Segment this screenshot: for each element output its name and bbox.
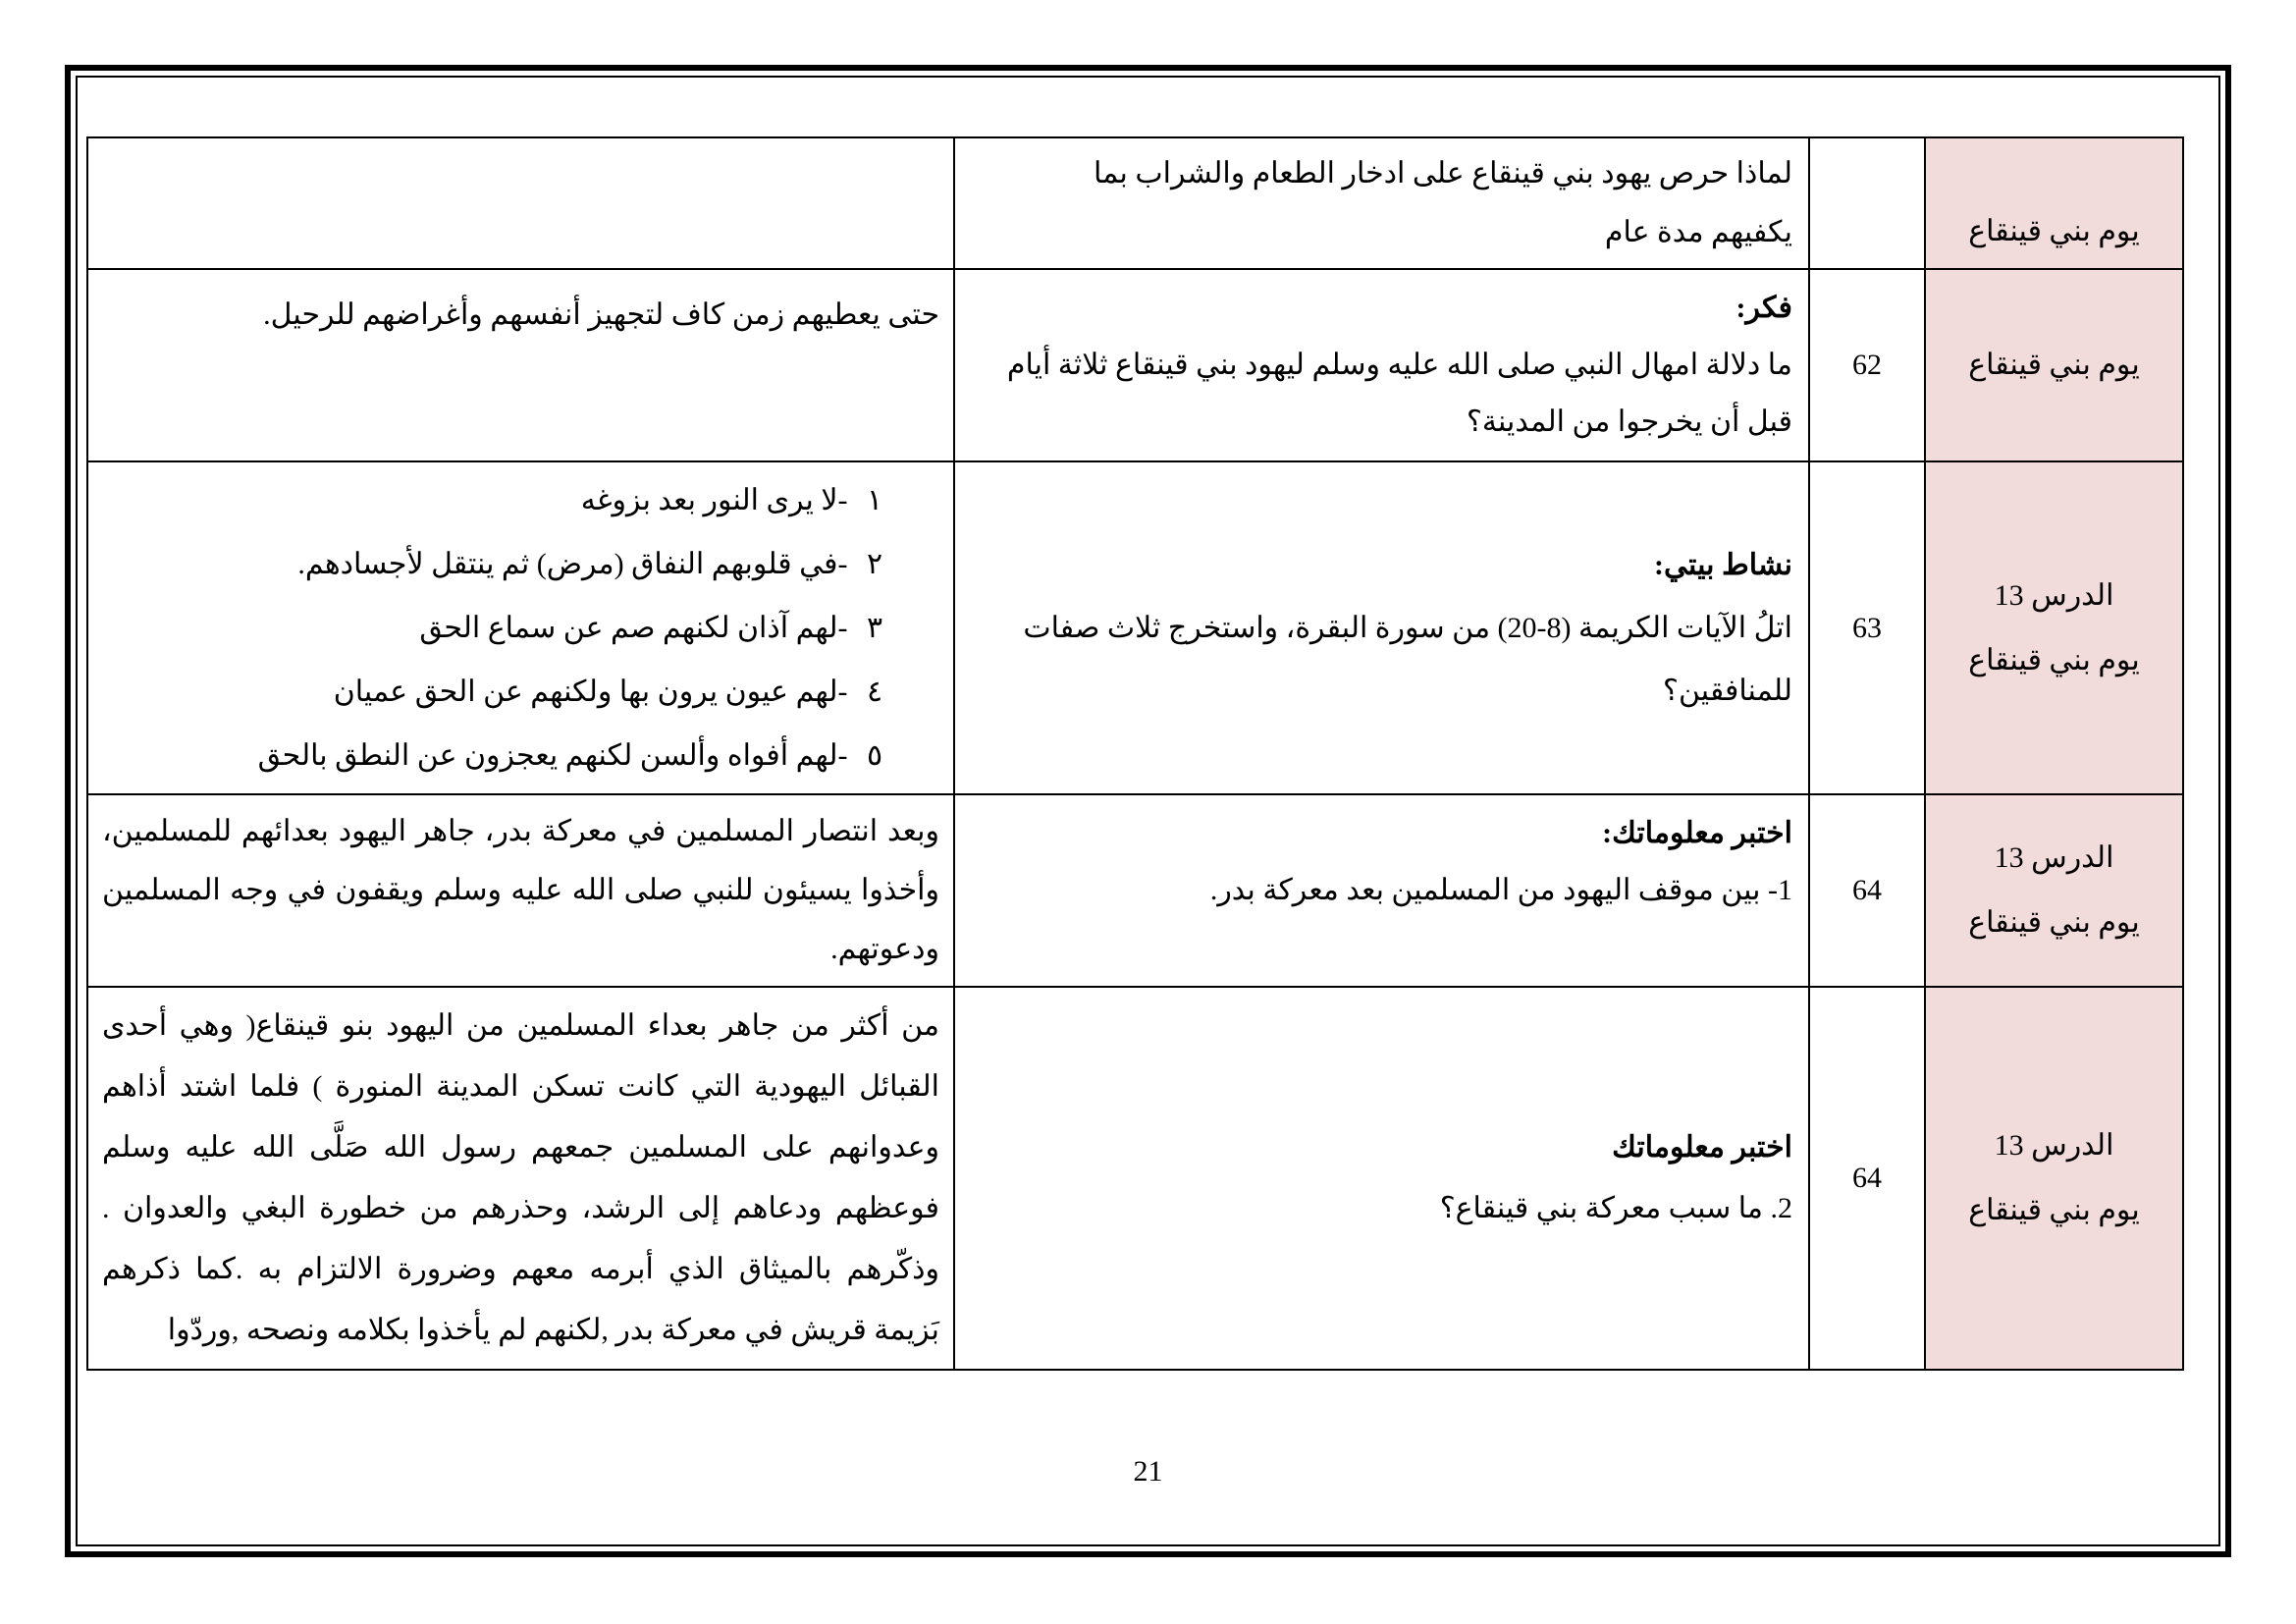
question-line: ما دلالة امهال النبي صلى الله عليه وسلم ليهود بني قينقاع ثلاثة أيام xyxy=(1006,349,1792,381)
unit-cell xyxy=(1925,794,2183,987)
answer-text: حتى يعطيهم زمن كاف لتجهيز أنفسهم وأغراضهم للرحيل. xyxy=(263,298,939,331)
unit-label: يوم بني قينقاع xyxy=(1968,1194,2140,1226)
list-text: -لهم عيون يرون بها ولكنهم عن الحق عميان xyxy=(333,676,848,708)
answer-text: وبعد انتصار المسلمين في معركة بدر، جاهر اليهود بعدائهم للمسلمين، وأخذوا يسيئون للنبي صلى الله عليه وسلم ويقفون في وجه المسلمين ودعوتهم. xyxy=(102,815,939,965)
answer-cell xyxy=(87,987,954,1370)
question-cell xyxy=(954,461,1809,794)
page-ref-cell xyxy=(1809,461,1925,794)
unit-label: يوم بني قينقاع xyxy=(1968,215,2140,247)
page-ref-cell xyxy=(1809,269,1925,461)
question-heading: اختبر معلوماتك: xyxy=(1602,817,1792,849)
question-line: للمنافقين؟ xyxy=(1663,674,1792,707)
list-text: -لا يرى النور بعد بزوغه xyxy=(580,484,848,516)
list-item xyxy=(102,660,894,724)
list-number: ٥ xyxy=(866,739,883,772)
unit-label: يوم بني قينقاع xyxy=(1968,906,2140,939)
question-line: لماذا حرص يهود بني قينقاع على ادخار الطعام والشراب بما xyxy=(1094,157,1792,189)
unit-cell xyxy=(1925,461,2183,794)
list-text: -في قلوبهم النفاق (مرض) ثم ينتقل لأجسادهم. xyxy=(297,548,848,580)
list-text: -لهم آذان لكنهم صم عن سماع الحق xyxy=(419,612,848,644)
question-line: قبل أن يخرجوا من المدينة؟ xyxy=(1466,406,1792,438)
table-row xyxy=(87,137,2183,269)
question-heading: نشاط بيتي: xyxy=(1654,548,1792,581)
question-cell xyxy=(954,794,1809,987)
answer-cell xyxy=(87,461,954,794)
question-cell xyxy=(954,987,1809,1370)
list-item xyxy=(102,596,894,660)
page-ref-cell xyxy=(1809,794,1925,987)
lesson-label: الدرس 13 xyxy=(1994,841,2114,874)
page-ref-cell xyxy=(1809,137,1925,269)
question-cell xyxy=(954,137,1809,269)
page-number: 21 xyxy=(1133,1455,1163,1488)
table-row xyxy=(87,987,2183,1370)
question-cell xyxy=(954,269,1809,461)
list-text: -لهم أفواه وألسن لكنهم يعجزون عن النطق بالحق xyxy=(257,739,848,772)
lesson-label: الدرس 13 xyxy=(1994,578,2114,612)
list-number: ١ xyxy=(866,484,883,516)
unit-cell xyxy=(1925,137,2183,269)
answer-text: من أكثر من جاهر بعداء المسلمين من اليهود بنو قينقاع( وهي أحدى القبائل اليهودية التي كانت تسكن المدينة المنورة ) فلما اشتد أذاهم وعدوانهم على المسلمين جمعهم رسول الله صَلَّى الله عليه وسلم فوعظهم ودعاهم إلى الرشد، وحذرهم من خطورة البغي والعدوان . وذكّرهم بالميثاق الذي أبرمه معهم وضرورة الالتزام به .كما ذكرهم بَزيمة قريش في معركة بدر ,لكنهم لم يأخذوا بكلامه ونصحه ,وردّوا xyxy=(102,1009,939,1346)
answer-cell xyxy=(87,137,954,269)
unit-cell xyxy=(1925,987,2183,1370)
page-ref: 63 xyxy=(1852,611,1882,644)
lesson-table xyxy=(86,136,2184,1371)
table-row xyxy=(87,269,2183,461)
page-ref: 64 xyxy=(1852,874,1882,906)
list-number: ٣ xyxy=(866,612,883,644)
unit-label: يوم بني قينقاع xyxy=(1968,643,2140,677)
list-number: ٤ xyxy=(866,676,883,708)
page-ref-cell xyxy=(1809,987,1925,1370)
list-item xyxy=(102,724,894,787)
question-line: 1- بين موقف اليهود من المسلمين بعد معركة بدر. xyxy=(1209,874,1792,906)
unit-label: يوم بني قينقاع xyxy=(1968,349,2140,381)
answer-cell xyxy=(87,794,954,987)
answer-cell xyxy=(87,269,954,461)
unit-cell xyxy=(1925,269,2183,461)
list-number: ٢ xyxy=(866,548,883,580)
page-ref: 62 xyxy=(1852,349,1882,381)
table-row xyxy=(87,794,2183,987)
list-item xyxy=(102,468,894,532)
question-heading: فكر: xyxy=(1735,292,1792,324)
question-line: اتلُ الآيات الكريمة (8-20) من سورة البقرة، واستخرج ثلاث صفات xyxy=(1023,611,1792,644)
table-row xyxy=(87,461,2183,794)
list-item xyxy=(102,532,894,596)
lesson-label: الدرس 13 xyxy=(1994,1129,2114,1162)
question-line: 2. ما سبب معركة بني قينقاع؟ xyxy=(1439,1192,1792,1224)
page-ref: 64 xyxy=(1852,1162,1882,1194)
question-line: يكفيهم مدة عام xyxy=(1604,216,1792,248)
question-heading: اختبر معلوماتك xyxy=(1612,1131,1792,1164)
